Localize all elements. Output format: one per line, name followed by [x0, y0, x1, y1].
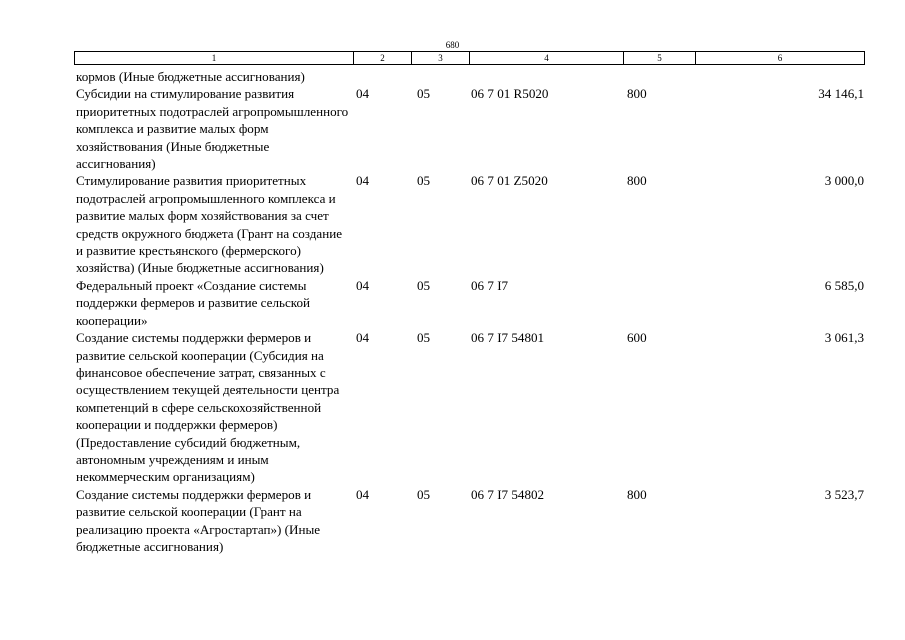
row-col2: 04: [356, 86, 370, 102]
row-col6: 3 000,0: [824, 173, 865, 189]
row-col3: 05: [417, 277, 431, 293]
header-row: [75, 52, 865, 65]
page-number: 680: [445, 40, 460, 50]
row-col2: 04: [356, 173, 370, 189]
continuation-row: [74, 68, 864, 85]
row-col6: 34 146,1: [818, 86, 865, 102]
row-col5: 800: [627, 486, 647, 502]
row-col4: 06 7 01 Z5020: [471, 173, 548, 189]
header-col-4: 4: [470, 52, 624, 65]
row-col3: 05: [417, 330, 431, 346]
header-col-5: 5: [624, 52, 696, 65]
row-col5: [623, 277, 695, 329]
row-col6: 3 523,7: [824, 486, 865, 502]
row-col4: 06 7 I7 54801: [471, 330, 545, 346]
row-col2: 04: [356, 486, 370, 502]
row-col4: 06 7 01 R5020: [471, 86, 549, 102]
row-col5: 800: [627, 173, 647, 189]
row-col5: 800: [627, 86, 647, 102]
row-col3: 05: [417, 486, 431, 502]
row-name: Создание системы поддержки фермеров и развитие сельской кооперации (Субсидия на финансовое обеспечение затрат, связанных с осуществлением текущей деятельности центра компетенций в сфере сельскохозяйственной кооперации и поддержки фермеров) (Предоставление субсидий бюджетным, автономным учреждениям и иным некоммерческим организациям): [76, 330, 340, 485]
row-col5: 600: [627, 330, 647, 346]
row-name: Стимулирование развития приоритетных подотраслей агропромышленного комплекса и развитие малых форм хозяйствования за счет средств окружного бюджета (Грант на создание и развитие крестьянского (фермерского) хозяйства) (Иные бюджетные ассигнования): [76, 173, 343, 276]
row-col3: 05: [417, 86, 431, 102]
table-row: [74, 85, 864, 172]
row-col6: 6 585,0: [824, 277, 865, 293]
row-col6: 3 061,3: [824, 330, 865, 346]
row-col4: 06 7 I7: [471, 277, 509, 293]
row-col2: 04: [356, 330, 370, 346]
continuation-text: кормов (Иные бюджетные ассигнования): [76, 69, 305, 84]
table-row: [74, 486, 864, 556]
budget-table: [74, 68, 864, 555]
row-col3: 05: [417, 173, 431, 189]
row-name: Создание системы поддержки фермеров и развитие сельской кооперации (Грант на реализацию проекта «Агростартап») (Иные бюджетные ассигнования): [76, 486, 321, 554]
row-col4: 06 7 I7 54802: [471, 486, 545, 502]
table-header: [74, 51, 865, 65]
row-name: Федеральный проект «Создание системы поддержки фермеров и развитие сельской кооперации»: [76, 277, 311, 328]
table-row: [74, 172, 864, 276]
header-col-1: 1: [75, 52, 354, 65]
table-row: [74, 329, 864, 486]
row-name: Субсидии на стимулирование развития приоритетных подотраслей агропромышленного комплекса и развитие малых форм хозяйствования (Иные бюджетные ассигнования): [76, 86, 349, 172]
header-col-6: 6: [696, 52, 865, 65]
header-col-2: 2: [354, 52, 412, 65]
table-row: [74, 277, 864, 329]
row-col2: 04: [356, 277, 370, 293]
header-col-3: 3: [412, 52, 470, 65]
